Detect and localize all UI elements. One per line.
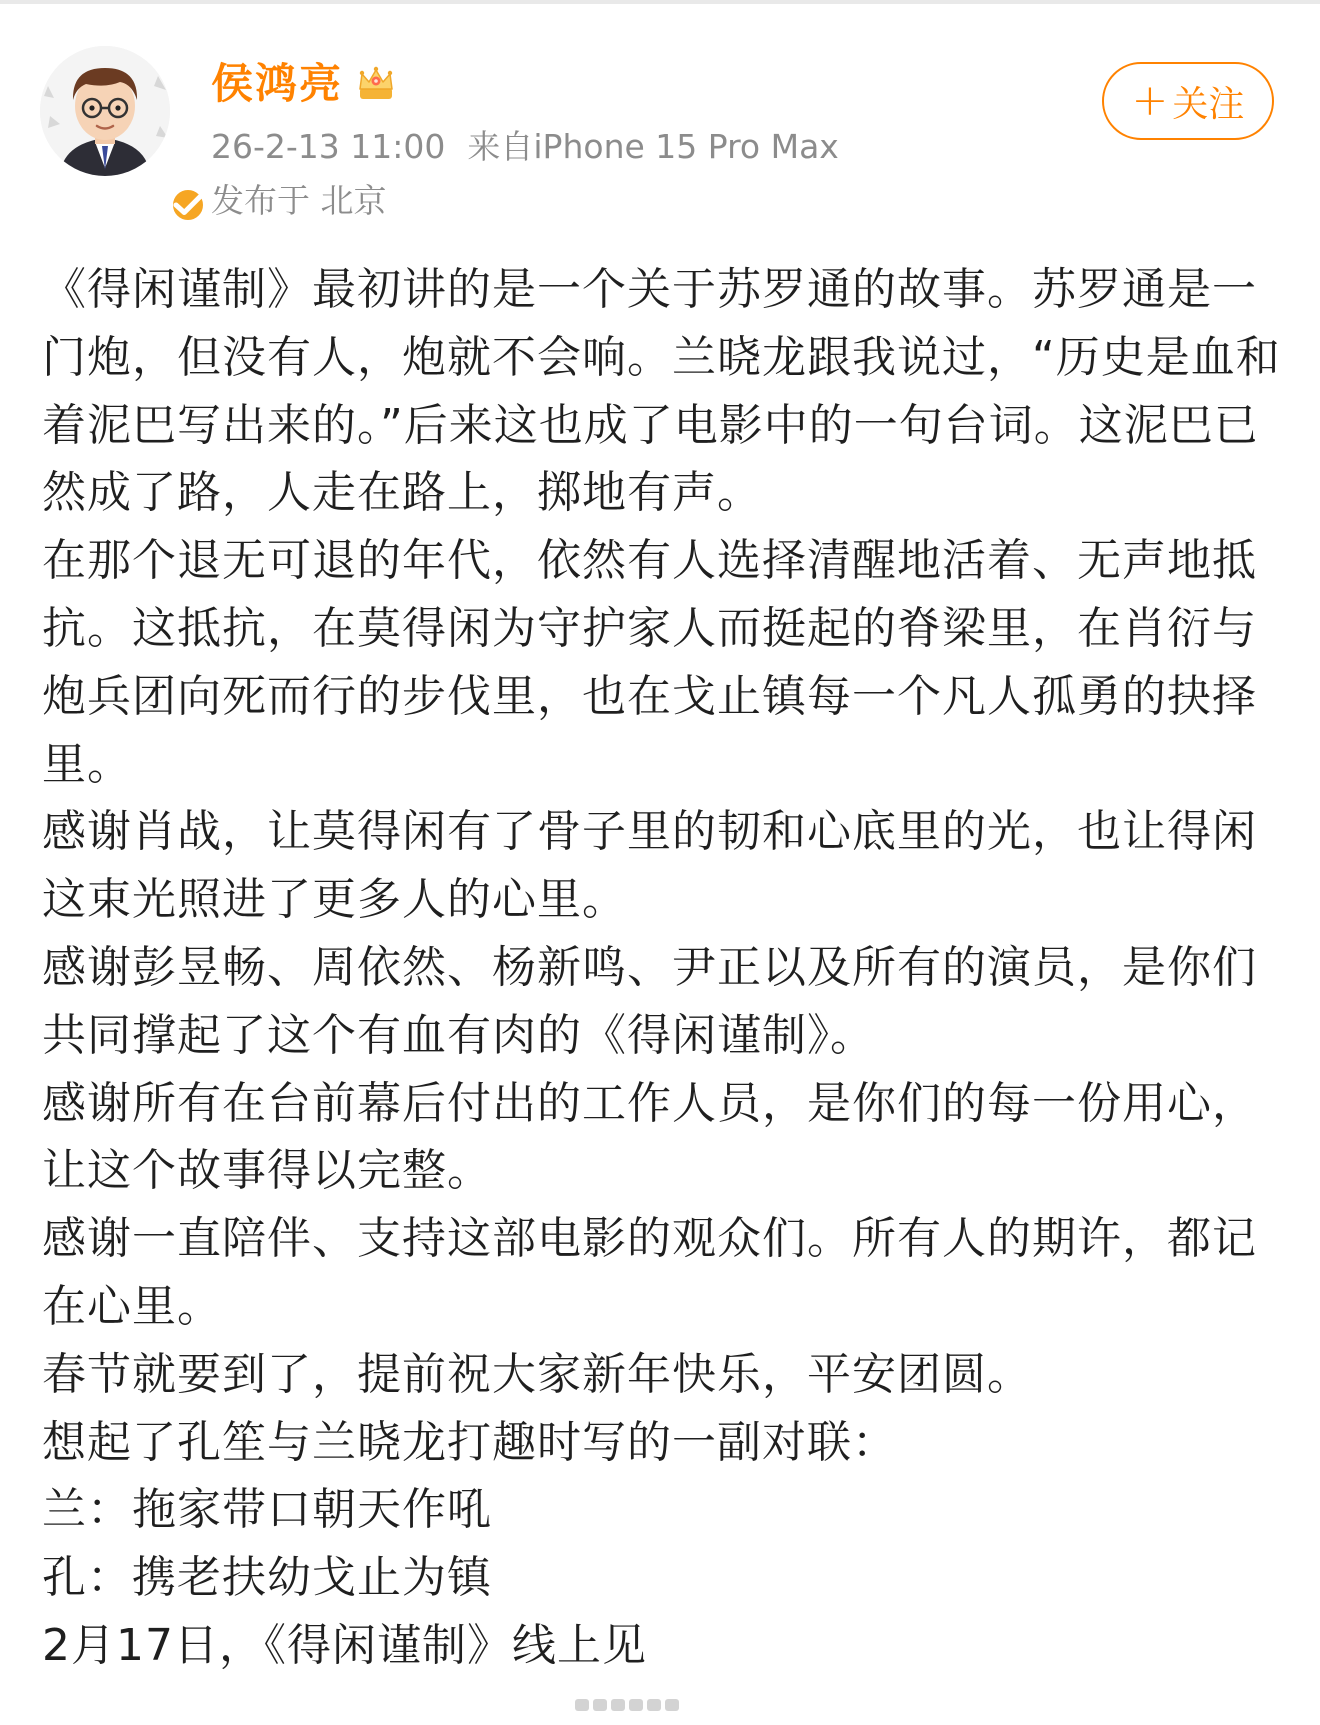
crown-icon[interactable] [355, 62, 397, 104]
post-paragraph: 在那个退无可退的年代，依然有人选择清醒地活着、无声地抵抗。这抵抗，在莫得闲为守护家人而挺起的脊梁里，在肖衍与炮兵团向死而行的步伐里，也在戈止镇每一个凡人孤勇的抉择里。 [42, 535, 1257, 790]
post-time: 26-2-13 11:00 [211, 127, 446, 166]
couplet-line: 兰：拖家带口朝天作吼 [42, 1484, 492, 1536]
post-paragraph: 《得闲谨制》最初讲的是一个关于苏罗通的故事。苏罗通是一门炮，但没有人，炮就不会响。兰晓龙跟我说过，“历史是血和着泥巴写出来的。”后来这也成了电影中的一句台词。这泥巴已然成了路，人走在路上，掷地有声。 [42, 264, 1281, 519]
release-date-line: 2月17日，《得闲谨制》线上见 [42, 1619, 647, 1671]
follow-button[interactable] [1102, 62, 1274, 140]
post-paragraph: 感谢一直陪伴、支持这部电影的观众们。所有人的期许，都记在心里。 [42, 1213, 1257, 1332]
avatar[interactable] [40, 46, 170, 176]
avatar-illustration [40, 46, 170, 176]
watermark-overlay [575, 1690, 735, 1720]
post-body [42, 256, 1282, 1680]
post-location: 发布于 北京 [211, 181, 387, 220]
post-paragraph: 想起了孔笙与兰晓龙打趣时写的一副对联： [42, 1416, 897, 1468]
post-source: 来自iPhone 15 Pro Max [467, 127, 839, 166]
post-paragraph: 感谢肖战，让莫得闲有了骨子里的韧和心底里的光，也让得闲这束光照进了更多人的心里。 [42, 806, 1257, 926]
post-paragraph: 感谢彭昱畅、周依然、杨新鸣、尹正以及所有的演员，是你们共同撑起了这个有血有肉的《得闲谨制》。 [42, 941, 1257, 1061]
author-name[interactable]: 侯鸿亮 [211, 59, 344, 108]
verified-badge-icon [169, 186, 207, 224]
plus-icon: + [1131, 75, 1169, 126]
post-meta [211, 124, 839, 170]
post-paragraph: 春节就要到了，提前祝大家新年快乐，平安团圆。 [42, 1348, 1032, 1400]
follow-button-label: 关注 [1172, 83, 1245, 125]
post-paragraph: 感谢所有在台前幕后付出的工作人员，是你们的每一份用心，让这个故事得以完整。 [42, 1077, 1257, 1197]
couplet-line: 孔：携老扶幼戈止为镇 [42, 1552, 492, 1604]
